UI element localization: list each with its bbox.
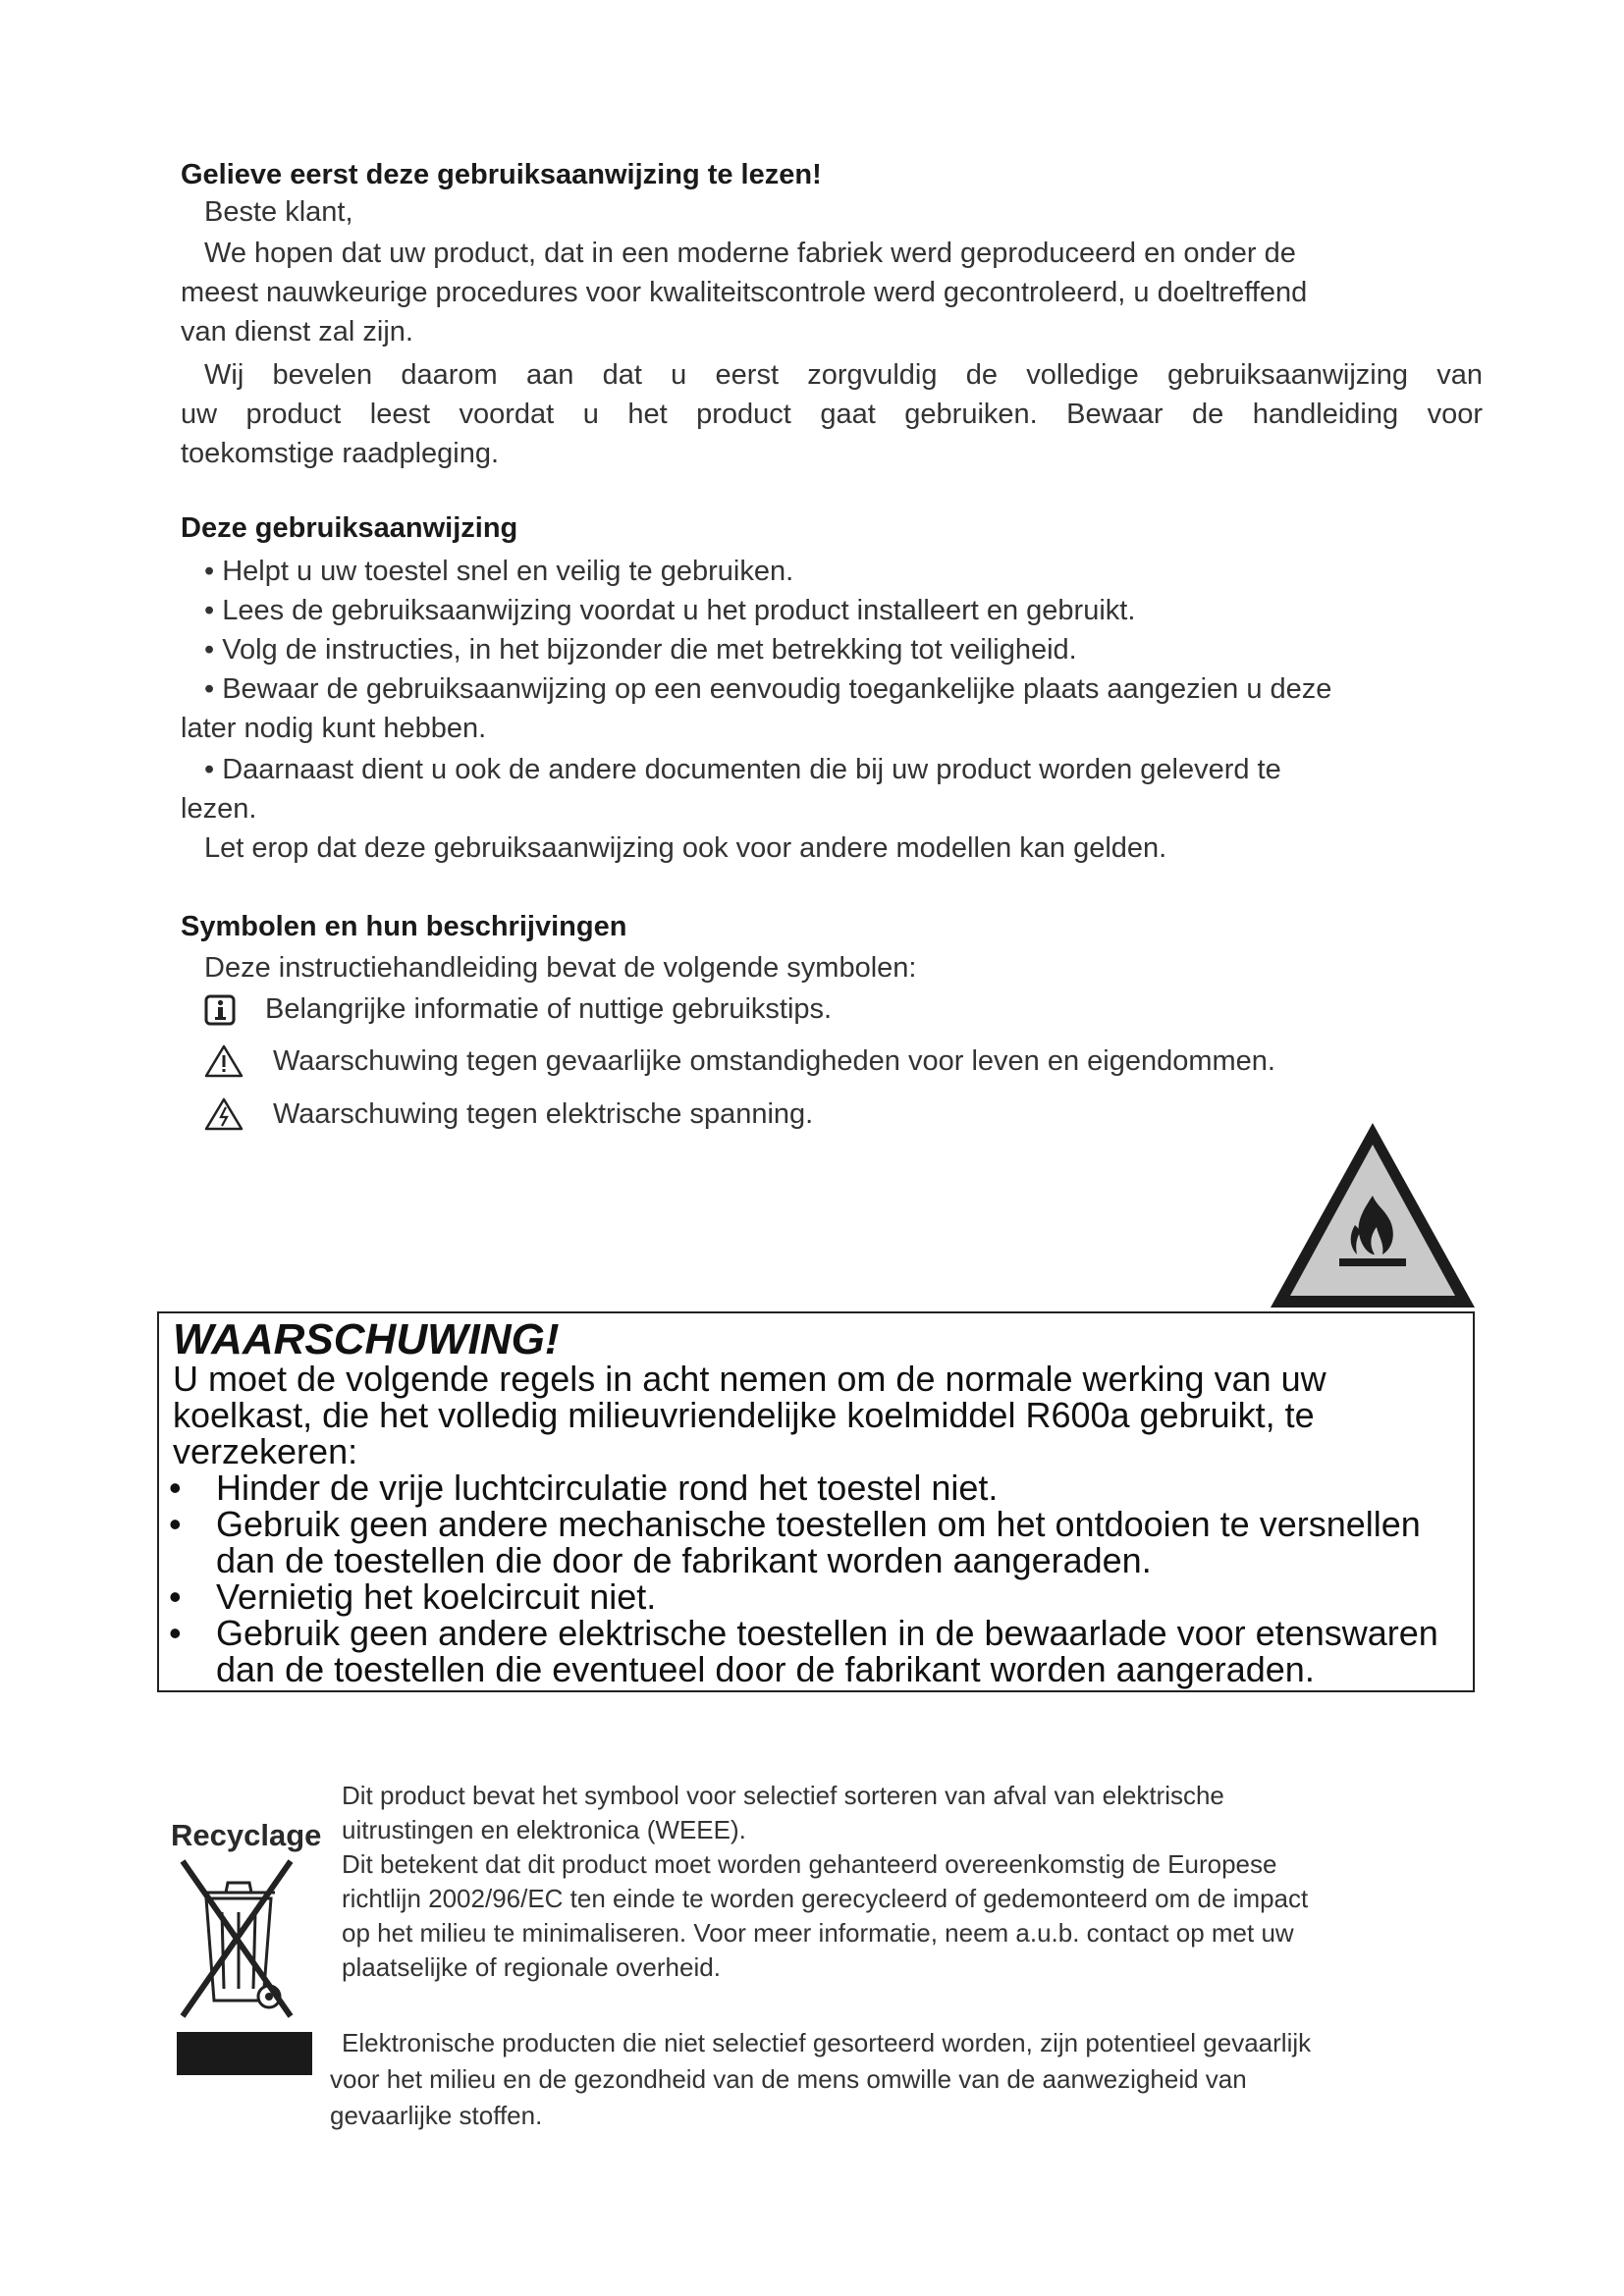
warning-title: WAARSCHUWING! <box>173 1315 560 1363</box>
symbol-row-electric <box>204 1097 813 1131</box>
symbol-text: Waarschuwing tegen elektrische spanning. <box>273 1097 814 1130</box>
manual-line: lezen. <box>181 793 257 825</box>
warning-intro-line: U moet de volgende regels in acht nemen om de normale werking van uw <box>173 1359 1326 1399</box>
recycle-text-line: richtlijn 2002/96/EC ten einde te worden gerecycleerd of gedemonteerd om de impact <box>342 1884 1309 1913</box>
warning-intro-line: koelkast, die het volledig milieuvriendelijke koelmiddel R600a gebruikt, te <box>173 1395 1315 1435</box>
flammable-warning-icon <box>1267 1119 1479 1311</box>
recommend-line-2: uw product leest voordat u het product gaat gebruiken. Bewaar de handleiding voor <box>181 399 1483 430</box>
recycle-text-line: op het milieu te minimaliseren. Voor meer informatie, neem a.u.b. contact op met uw <box>342 1918 1294 1948</box>
warning-rule-continued: dan de toestellen die eventueel door de fabrikant worden aangeraden. <box>216 1649 1315 1689</box>
warning-intro-line: verzekeren: <box>173 1431 358 1471</box>
page-heading: Gelieve eerst deze gebruiksaanwijzing te lezen! <box>181 159 822 190</box>
hazard-text-line: voor het milieu en de gezondheid van de mens omwille van de aanwezigheid van <box>330 2064 1247 2094</box>
symbol-row-info <box>204 993 832 1026</box>
recycle-label: Recyclage <box>171 1818 322 1852</box>
warning-triangle-icon <box>204 1044 244 1078</box>
black-bar <box>177 2032 312 2075</box>
intro-line-3: van dienst zal zijn. <box>181 316 413 347</box>
manual-heading: Deze gebruiksaanwijzing <box>181 512 518 544</box>
recommend-line-3: toekomstige raadpleging. <box>181 438 500 469</box>
recycle-text-line: Dit betekent dat dit product moet worden gehanteerd overeenkomstig de Europese <box>342 1849 1277 1879</box>
manual-line: • Lees de gebruiksaanwijzing voordat u het product installeert en gebruikt. <box>204 595 1136 626</box>
warning-bullet: • <box>169 1468 182 1508</box>
manual-line: • Bewaar de gebruiksaanwijzing op een eenvoudig toegankelijke plaats aangezien u deze <box>204 673 1332 705</box>
recycle-text-line: plaatselijke of regionale overheid. <box>342 1952 721 1982</box>
symbols-heading: Symbolen en hun beschrijvingen <box>181 911 627 942</box>
crossed-bin-icon <box>177 1853 297 2022</box>
warning-bullet: • <box>169 1504 182 1544</box>
info-icon <box>204 994 236 1026</box>
symbol-text: Waarschuwing tegen gevaarlijke omstandigheden voor leven en eigendommen. <box>273 1044 1275 1077</box>
warning-bullet: • <box>169 1613 182 1653</box>
warning-rule: Vernietig het koelcircuit niet. <box>216 1576 657 1617</box>
symbol-row-warning <box>204 1044 1275 1078</box>
hazard-text-line: gevaarlijke stoffen. <box>330 2101 543 2130</box>
intro-line-2: meest nauwkeurige procedures voor kwaliteitscontrole werd gecontroleerd, u doeltreffend <box>181 277 1308 308</box>
recycle-text-line: Dit product bevat het symbool voor selectief sorteren van afval van elektrische <box>342 1781 1224 1810</box>
warning-box <box>157 1311 1475 1692</box>
manual-line: Let erop dat deze gebruiksaanwijzing ook voor andere modellen kan gelden. <box>204 832 1167 864</box>
recycle-text-line: uitrustingen en elektronica (WEEE). <box>342 1815 746 1844</box>
manual-line: • Volg de instructies, in het bijzonder die met betrekking tot veiligheid. <box>204 634 1077 666</box>
manual-line: later nodig kunt hebben. <box>181 713 487 744</box>
manual-line: • Daarnaast dient u ook de andere documenten die bij uw product worden geleverd te <box>204 754 1281 785</box>
manual-line: • Helpt u uw toestel snel en veilig te gebruiken. <box>204 556 794 587</box>
warning-rule: Hinder de vrije luchtcirculatie rond het toestel niet. <box>216 1468 999 1508</box>
hazard-text-line: Elektronische producten die niet selectief gesorteerd worden, zijn potentieel gevaarlijk <box>342 2028 1312 2057</box>
greeting: Beste klant, <box>204 196 353 228</box>
electric-hazard-icon <box>204 1097 244 1131</box>
symbols-intro: Deze instructiehandleiding bevat de volgende symbolen: <box>204 952 917 984</box>
symbol-text: Belangrijke informatie of nuttige gebruikstips. <box>265 993 833 1025</box>
recommend-line-1: Wij bevelen daarom aan dat u eerst zorgvuldig de volledige gebruiksaanwijzing van <box>204 359 1483 391</box>
warning-rule: Gebruik geen andere elektrische toestellen in de bewaarlade voor etenswaren <box>216 1613 1438 1653</box>
warning-bullet: • <box>169 1576 182 1617</box>
warning-rule: Gebruik geen andere mechanische toestellen om het ontdooien te versnellen <box>216 1504 1421 1544</box>
intro-line-1: We hopen dat uw product, dat in een moderne fabriek werd geproduceerd en onder de <box>204 238 1296 269</box>
warning-rule-continued: dan de toestellen die door de fabrikant worden aangeraden. <box>216 1540 1152 1580</box>
